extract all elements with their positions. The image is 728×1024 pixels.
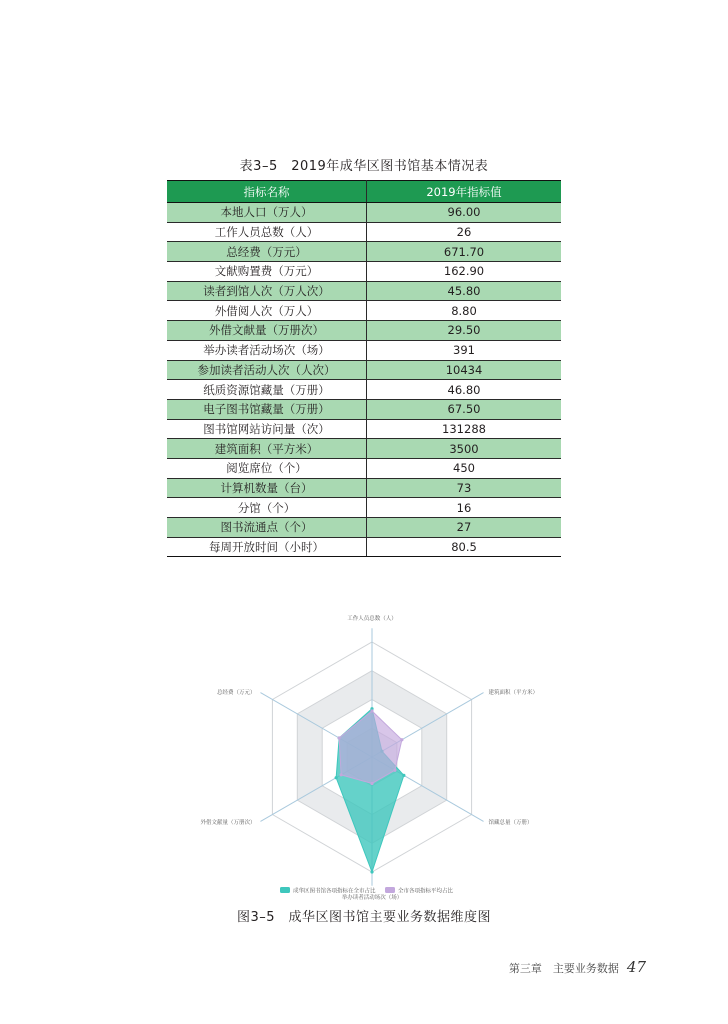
table-row [167, 518, 561, 538]
indicator-value-cell: 26 [367, 222, 562, 242]
footer-chapter: 第三章 主要业务数据 [508, 962, 619, 975]
table-row [167, 458, 561, 478]
radar-axis-label: 工作人员总数（人） [347, 616, 397, 623]
table-body [167, 203, 561, 557]
legend-label: 全市各项指标平均占比 [398, 888, 454, 895]
table-row [167, 399, 561, 419]
indicator-value-cell: 450 [367, 458, 562, 478]
legend-label: 成华区图书馆各项指标在全市占比 [293, 888, 376, 895]
indicator-value-cell: 8.80 [367, 301, 562, 321]
indicator-value-cell: 29.50 [367, 321, 562, 341]
radar-data-point [402, 774, 405, 777]
indicator-name-cell: 电子图书馆藏量（万册） [167, 399, 367, 419]
radar-data-point [393, 769, 396, 772]
indicator-value-cell: 73 [367, 478, 562, 498]
radar-data-point [338, 736, 341, 739]
indicator-value-cell: 80.5 [367, 537, 562, 557]
indicator-name-cell: 外借阅人次（万人） [167, 301, 367, 321]
indicator-value-cell: 3500 [367, 439, 562, 459]
indicator-name-cell: 举办读者活动场次（场） [167, 340, 367, 360]
radar-data-point [370, 709, 373, 712]
indicator-value-cell: 131288 [367, 419, 562, 439]
indicator-name-cell: 参加读者活动人次（人次） [167, 360, 367, 380]
indicator-name-cell: 阅览席位（个） [167, 458, 367, 478]
table-row [167, 360, 561, 380]
indicator-value-cell: 16 [367, 498, 562, 518]
table-row [167, 242, 561, 262]
table-row [167, 203, 561, 223]
radar-axis-label: 外借文献量（万册次） [200, 819, 256, 826]
header-indicator-value: 2019年指标值 [367, 181, 562, 203]
header-indicator-name: 指标名称 [167, 181, 367, 203]
indicator-value-cell: 162.90 [367, 262, 562, 282]
page-number: 47 [626, 958, 646, 976]
indicator-value-cell: 46.80 [367, 380, 562, 400]
table-row [167, 321, 561, 341]
radar-data-point [370, 782, 373, 785]
table-row [167, 340, 561, 360]
table-title: 表3–5 2019年成华区图书馆基本情况表 [239, 159, 489, 174]
indicator-value-cell: 671.70 [367, 242, 562, 262]
indicator-name-cell: 计算机数量（台） [167, 478, 367, 498]
radar-axis-label: 举办读者活动场次（场） [341, 894, 403, 901]
indicator-name-cell: 本地人口（万人） [167, 203, 367, 223]
table-row [167, 301, 561, 321]
indicator-value-cell: 10434 [367, 360, 562, 380]
indicator-name-cell: 总经费（万元） [167, 242, 367, 262]
table-row [167, 537, 561, 557]
radar-data-point [400, 738, 403, 741]
radar-data-point [340, 773, 343, 776]
table-row [167, 419, 561, 439]
indicator-name-cell: 建筑面积（平方米） [167, 439, 367, 459]
radar-chart [160, 585, 580, 905]
radar-data-point [335, 776, 338, 779]
indicator-value-cell: 96.00 [367, 203, 562, 223]
table-row [167, 498, 561, 518]
table-row [167, 380, 561, 400]
table-row [167, 478, 561, 498]
table-row [167, 281, 561, 301]
indicator-name-cell: 分馆（个） [167, 498, 367, 518]
basic-info-table [167, 180, 561, 557]
radar-axis-label: 馆藏总量（万册） [488, 819, 533, 826]
indicator-name-cell: 图书馆网站访问量（次） [167, 419, 367, 439]
indicator-value-cell: 67.50 [367, 399, 562, 419]
figure-caption: 图3–5 成华区图书馆主要业务数据维度图 [236, 910, 492, 925]
table-header-row [167, 181, 561, 203]
indicator-name-cell: 纸质资源馆藏量（万册） [167, 380, 367, 400]
indicator-value-cell: 45.80 [367, 281, 562, 301]
indicator-name-cell: 文献购置费（万元） [167, 262, 367, 282]
table-row [167, 222, 561, 242]
indicator-name-cell: 每周开放时间（小时） [167, 537, 367, 557]
indicator-name-cell: 图书流通点（个） [167, 518, 367, 538]
table-row [167, 262, 561, 282]
table-row [167, 439, 561, 459]
indicator-name-cell: 外借文献量（万册次） [167, 321, 367, 341]
page-footer [509, 958, 646, 976]
radar-data-point [370, 870, 373, 873]
legend-swatch [385, 887, 395, 893]
indicator-value-cell: 391 [367, 340, 562, 360]
legend-swatch [280, 887, 290, 893]
radar-axis-label: 建筑面积（平方米） [488, 690, 539, 697]
radar-axis-label: 总经费（万元） [216, 690, 256, 697]
indicator-name-cell: 读者到馆人次（万人次） [167, 281, 367, 301]
indicator-value-cell: 27 [367, 518, 562, 538]
indicator-name-cell: 工作人员总数（人） [167, 222, 367, 242]
